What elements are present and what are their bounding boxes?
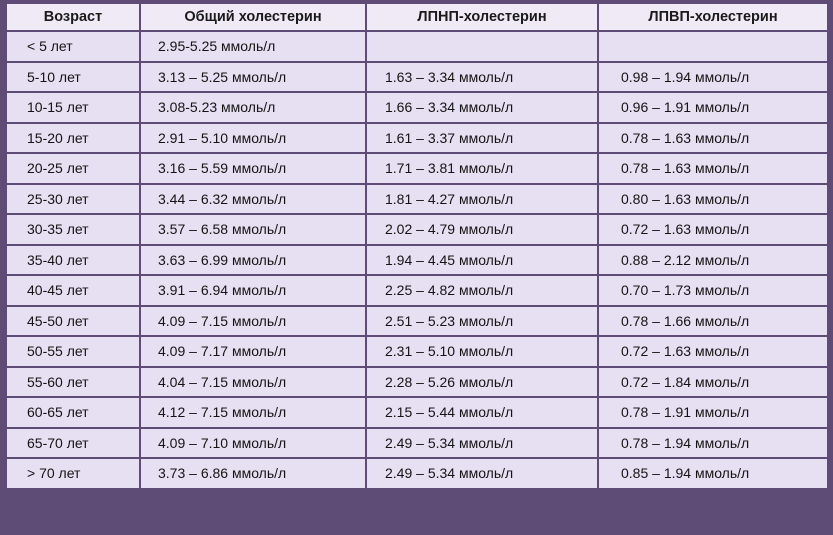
table-body bbox=[6, 31, 828, 489]
hdl-cholesterol-cell: 0.78 – 1.63 ммоль/л bbox=[598, 153, 828, 184]
age-cell: > 70 лет bbox=[6, 458, 140, 489]
total-cholesterol-cell: 4.09 – 7.17 ммоль/л bbox=[140, 336, 366, 367]
hdl-cholesterol-cell: 0.78 – 1.63 ммоль/л bbox=[598, 123, 828, 154]
age-cell: 30-35 лет bbox=[6, 214, 140, 245]
age-cell: 55-60 лет bbox=[6, 367, 140, 398]
table-row bbox=[6, 458, 828, 489]
table-row bbox=[6, 306, 828, 337]
header-age: Возраст bbox=[6, 3, 140, 31]
ldl-cholesterol-cell: 1.71 – 3.81 ммоль/л bbox=[366, 153, 598, 184]
table-row bbox=[6, 184, 828, 215]
hdl-cholesterol-cell: 0.78 – 1.94 ммоль/л bbox=[598, 428, 828, 459]
table-row bbox=[6, 214, 828, 245]
age-cell: 60-65 лет bbox=[6, 397, 140, 428]
table-row bbox=[6, 31, 828, 62]
age-cell: 45-50 лет bbox=[6, 306, 140, 337]
age-cell: 10-15 лет bbox=[6, 92, 140, 123]
table-header-row bbox=[6, 3, 828, 31]
hdl-cholesterol-cell: 0.72 – 1.63 ммоль/л bbox=[598, 214, 828, 245]
hdl-cholesterol-cell: 0.72 – 1.84 ммоль/л bbox=[598, 367, 828, 398]
total-cholesterol-cell: 3.91 – 6.94 ммоль/л bbox=[140, 275, 366, 306]
total-cholesterol-cell: 3.16 – 5.59 ммоль/л bbox=[140, 153, 366, 184]
total-cholesterol-cell: 4.12 – 7.15 ммоль/л bbox=[140, 397, 366, 428]
ldl-cholesterol-cell bbox=[366, 31, 598, 62]
table-row bbox=[6, 275, 828, 306]
ldl-cholesterol-cell: 2.49 – 5.34 ммоль/л bbox=[366, 428, 598, 459]
table-row bbox=[6, 367, 828, 398]
ldl-cholesterol-cell: 2.31 – 5.10 ммоль/л bbox=[366, 336, 598, 367]
ldl-cholesterol-cell: 1.94 – 4.45 ммоль/л bbox=[366, 245, 598, 276]
ldl-cholesterol-cell: 1.63 – 3.34 ммоль/л bbox=[366, 62, 598, 93]
age-cell: 65-70 лет bbox=[6, 428, 140, 459]
total-cholesterol-cell: 2.95-5.25 ммоль/л bbox=[140, 31, 366, 62]
table-row bbox=[6, 245, 828, 276]
table-row bbox=[6, 153, 828, 184]
table-row bbox=[6, 92, 828, 123]
age-cell: 50-55 лет bbox=[6, 336, 140, 367]
total-cholesterol-cell: 2.91 – 5.10 ммоль/л bbox=[140, 123, 366, 154]
ldl-cholesterol-cell: 2.51 – 5.23 ммоль/л bbox=[366, 306, 598, 337]
table-row bbox=[6, 123, 828, 154]
age-cell: 15-20 лет bbox=[6, 123, 140, 154]
total-cholesterol-cell: 3.13 – 5.25 ммоль/л bbox=[140, 62, 366, 93]
cholesterol-norms-table bbox=[5, 2, 829, 490]
table-row bbox=[6, 397, 828, 428]
total-cholesterol-cell: 4.09 – 7.10 ммоль/л bbox=[140, 428, 366, 459]
table-row bbox=[6, 336, 828, 367]
hdl-cholesterol-cell: 0.88 – 2.12 ммоль/л bbox=[598, 245, 828, 276]
header-hdl-cholesterol: ЛПВП-холестерин bbox=[598, 3, 828, 31]
age-cell: 40-45 лет bbox=[6, 275, 140, 306]
ldl-cholesterol-cell: 2.28 – 5.26 ммоль/л bbox=[366, 367, 598, 398]
table-row bbox=[6, 62, 828, 93]
hdl-cholesterol-cell: 0.78 – 1.66 ммоль/л bbox=[598, 306, 828, 337]
hdl-cholesterol-cell: 0.72 – 1.63 ммоль/л bbox=[598, 336, 828, 367]
ldl-cholesterol-cell: 2.02 – 4.79 ммоль/л bbox=[366, 214, 598, 245]
age-cell: 20-25 лет bbox=[6, 153, 140, 184]
ldl-cholesterol-cell: 1.66 – 3.34 ммоль/л bbox=[366, 92, 598, 123]
header-ldl-cholesterol: ЛПНП-холестерин bbox=[366, 3, 598, 31]
hdl-cholesterol-cell bbox=[598, 31, 828, 62]
hdl-cholesterol-cell: 0.80 – 1.63 ммоль/л bbox=[598, 184, 828, 215]
header-total-cholesterol: Общий холестерин bbox=[140, 3, 366, 31]
age-cell: 35-40 лет bbox=[6, 245, 140, 276]
ldl-cholesterol-cell: 1.81 – 4.27 ммоль/л bbox=[366, 184, 598, 215]
age-cell: 5-10 лет bbox=[6, 62, 140, 93]
age-cell: 25-30 лет bbox=[6, 184, 140, 215]
hdl-cholesterol-cell: 0.96 – 1.91 ммоль/л bbox=[598, 92, 828, 123]
total-cholesterol-cell: 4.04 – 7.15 ммоль/л bbox=[140, 367, 366, 398]
total-cholesterol-cell: 3.63 – 6.99 ммоль/л bbox=[140, 245, 366, 276]
ldl-cholesterol-cell: 2.25 – 4.82 ммоль/л bbox=[366, 275, 598, 306]
hdl-cholesterol-cell: 0.78 – 1.91 ммоль/л bbox=[598, 397, 828, 428]
total-cholesterol-cell: 3.73 – 6.86 ммоль/л bbox=[140, 458, 366, 489]
ldl-cholesterol-cell: 2.49 – 5.34 ммоль/л bbox=[366, 458, 598, 489]
total-cholesterol-cell: 3.08-5.23 ммоль/л bbox=[140, 92, 366, 123]
total-cholesterol-cell: 3.57 – 6.58 ммоль/л bbox=[140, 214, 366, 245]
total-cholesterol-cell: 4.09 – 7.15 ммоль/л bbox=[140, 306, 366, 337]
age-cell: < 5 лет bbox=[6, 31, 140, 62]
hdl-cholesterol-cell: 0.70 – 1.73 ммоль/л bbox=[598, 275, 828, 306]
table-row bbox=[6, 428, 828, 459]
hdl-cholesterol-cell: 0.98 – 1.94 ммоль/л bbox=[598, 62, 828, 93]
total-cholesterol-cell: 3.44 – 6.32 ммоль/л bbox=[140, 184, 366, 215]
ldl-cholesterol-cell: 1.61 – 3.37 ммоль/л bbox=[366, 123, 598, 154]
ldl-cholesterol-cell: 2.15 – 5.44 ммоль/л bbox=[366, 397, 598, 428]
hdl-cholesterol-cell: 0.85 – 1.94 ммоль/л bbox=[598, 458, 828, 489]
